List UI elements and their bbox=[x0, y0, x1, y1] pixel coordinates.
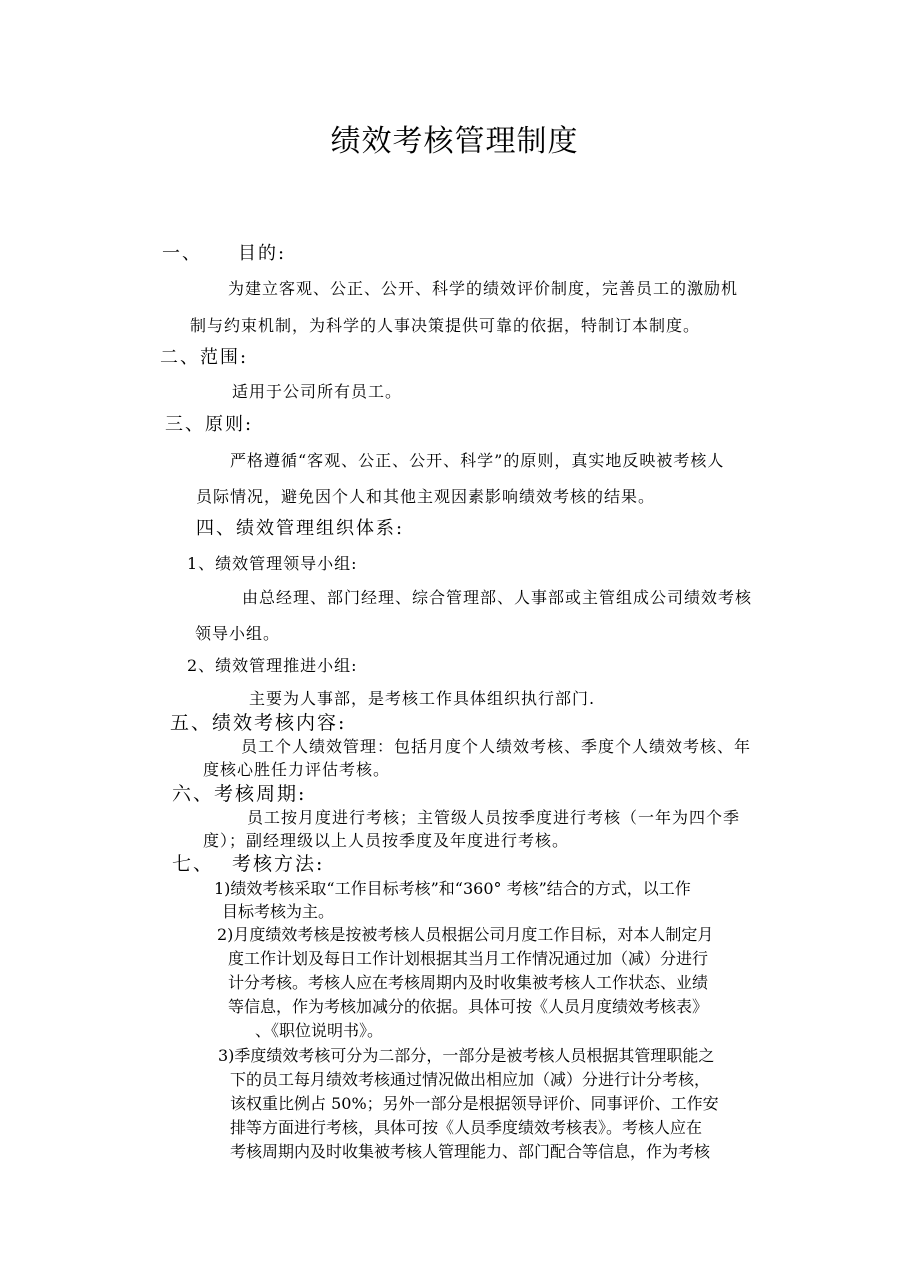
section-7-number: 七、 bbox=[172, 853, 215, 875]
section-7-item-3-line-5: 考核周期内及时收集被考核人管理能力、部门配合等信息，作为考核 bbox=[230, 1142, 711, 1161]
section-4-sub-2-heading: 2、绩效管理推进小组: bbox=[187, 656, 358, 675]
section-5-line-2: 度核心胜任力评估考核。 bbox=[203, 760, 391, 779]
section-1-title: 目的: bbox=[238, 243, 287, 264]
section-7-heading bbox=[172, 853, 324, 875]
section-7-title: 考核方法: bbox=[232, 853, 325, 875]
document-title: 绩效考核管理制度 bbox=[330, 124, 579, 159]
section-7-item-2-line-2: 度工作计划及每日工作计划根据其当月工作情况通过加（减）分进行 bbox=[228, 949, 709, 968]
section-6-heading: 六、考核周期: bbox=[172, 783, 307, 805]
section-7-item-1-line-1: 1)绩效考核采取“工作目标考核”和“360° 考核”结合的方式，以工作 bbox=[214, 879, 691, 898]
section-1-line-1: 为建立客观、公正、公开、科学的绩效评价制度，完善员工的激励机 bbox=[228, 279, 739, 298]
section-7-item-2-line-3: 计分考核。考核人应在考核周期内及时收集被考核人工作状态、业绩 bbox=[228, 973, 709, 992]
section-7-item-3-line-1: 3)季度绩效考核可分为二部分，一部分是被考核人员根据其管理职能之 bbox=[218, 1046, 715, 1065]
section-7-item-2-line-1: 2)月度绩效考核是按被考核人员根据公司月度工作目标，对本人制定月 bbox=[217, 925, 714, 944]
section-2-heading: 二、范围: bbox=[160, 347, 249, 368]
section-7-item-2-line-4: 等信息，作为考核加减分的依据。具体可按《人员月度绩效考核表》 bbox=[228, 997, 709, 1016]
section-7-item-2-line-5: 、《职位说明书》。 bbox=[255, 1021, 384, 1040]
section-7-item-1-line-2: 目标考核为主。 bbox=[222, 902, 335, 921]
section-4-heading: 四、绩效管理组织体系: bbox=[196, 518, 405, 539]
section-4-sub-1-heading: 1、绩效管理领导小组: bbox=[187, 554, 358, 573]
section-7-item-3-line-3: 该权重比例占 50%；另外一部分是根据领导评价、同事评价、工作安 bbox=[230, 1094, 719, 1113]
section-1-line-2: 制与约束机制，为科学的人事决策提供可靠的依据，特制订本制度。 bbox=[190, 316, 701, 335]
section-7-item-3-line-4: 排等方面进行考核，具体可按《人员季度绩效考核表》。考核人应在 bbox=[230, 1118, 703, 1137]
section-4-sub-1-line-1: 由总经理、部门经理、综合管理部、人事部或主管组成公司绩效考核 bbox=[242, 588, 753, 607]
section-1-heading bbox=[162, 243, 286, 265]
section-1-number: 一、 bbox=[162, 243, 202, 264]
section-5-heading: 五、绩效考核内容: bbox=[170, 712, 347, 734]
section-5-line-1: 员工个人绩效管理：包括月度个人绩效考核、季度个人绩效考核、年 bbox=[241, 737, 752, 756]
section-4-sub-2-line-1: 主要为人事部，是考核工作具体组织执行部门. bbox=[249, 689, 596, 708]
section-3-line-2: 员际情况，避免因个人和其他主观因素影响绩效考核的结果。 bbox=[196, 487, 656, 506]
section-6-line-2: 度）；副经理级以上人员按季度及年度进行考核。 bbox=[203, 831, 570, 850]
section-2-line-1: 适用于公司所有员工。 bbox=[232, 382, 403, 401]
section-3-heading: 三、原则: bbox=[165, 414, 254, 435]
section-6-line-1: 员工按月度进行考核；主管级人员按季度进行考核（一年为四个季 bbox=[247, 808, 741, 827]
section-3-line-1: 严格遵循“客观、公正、公开、科学”的原则，真实地反映被考核人 bbox=[230, 451, 725, 470]
section-7-item-3-line-2: 下的员工每月绩效考核通过情况做出相应加（减）分进行计分考核， bbox=[230, 1070, 711, 1089]
section-4-sub-1-line-2: 领导小组。 bbox=[195, 624, 281, 643]
